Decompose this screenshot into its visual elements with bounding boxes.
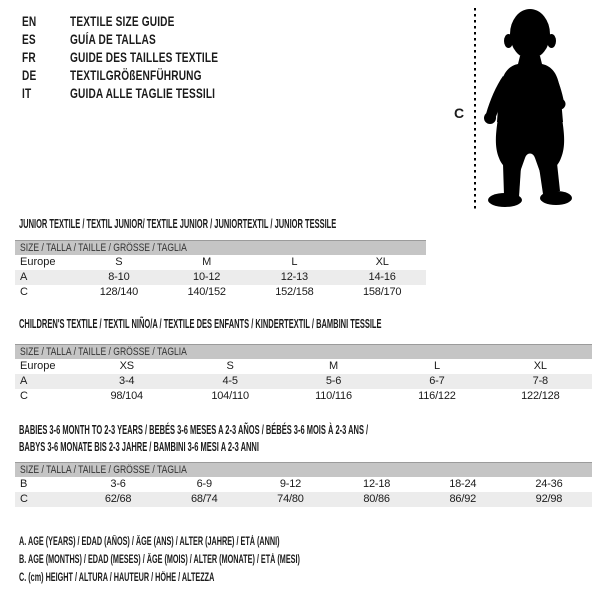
footnote-a: A. AGE (YEARS) / EDAD (AÑOS) / ÂGE (ANS) / ALTER (JAHRE) / ETÀ (ANNI) [19, 536, 280, 548]
language-row [22, 49, 268, 67]
size-header-bar [15, 344, 592, 359]
language-row [22, 67, 268, 85]
size-cell: M [202, 256, 212, 268]
junior-table-title [19, 216, 548, 233]
size-row-c [15, 389, 592, 404]
size-cell: 3-4 [119, 375, 135, 387]
size-cell: 128/140 [99, 286, 139, 298]
language-code: FR [22, 50, 36, 65]
size-cell: 3-6 [110, 478, 126, 490]
size-cell: 140/152 [187, 286, 226, 298]
language-code: DE [22, 68, 37, 83]
size-row-europe [15, 255, 426, 270]
size-cell: 9-12 [279, 478, 302, 490]
size-header-text: SIZE / TALLA / TAILLE / GRÖSSE / TAGLIA [20, 346, 187, 358]
language-label: TEXTILE SIZE GUIDE [70, 14, 175, 29]
size-cell: 24-36 [535, 478, 563, 490]
size-cell: 74/80 [277, 493, 304, 505]
children-size-table [15, 344, 592, 404]
size-header-text: SIZE / TALLA / TAILLE / GRÖSSE / TAGLIA [20, 464, 187, 476]
row-label: Europe [20, 256, 56, 268]
size-cell: 122/128 [521, 390, 560, 402]
size-cell: 8-10 [108, 271, 130, 283]
size-cell: 158/170 [362, 286, 402, 298]
size-cell: 86/92 [449, 493, 477, 505]
baby-silhouette-icon [484, 9, 572, 207]
size-row-europe [15, 359, 592, 374]
row-label: C [20, 286, 28, 298]
junior-table-title-text: JUNIOR TEXTILE / TEXTIL JUNIOR/ TEXTILE JUNIOR / JUNIORTEXTIL / JUNIOR TESSILE [19, 217, 337, 231]
size-cell: S [115, 256, 123, 268]
size-cell: 7-8 [532, 375, 548, 387]
size-cell: 10-12 [193, 271, 221, 283]
babies-table-title-line2: BABYS 3-6 MONATE BIS 2-3 JAHRE / BAMBINI 3-6 MESI A 2-3 ANNI [19, 440, 259, 454]
size-cell: 6-9 [196, 478, 212, 490]
children-table-title-text: CHILDREN'S TEXTILE / TEXTIL NIÑO/A / TEXTILE DES ENFANTS / KINDERTEXTIL / BAMBINI TESSILE [19, 317, 382, 331]
size-cell: XL [533, 360, 547, 372]
height-measure-label: C [454, 105, 465, 121]
babies-table-title [19, 422, 600, 456]
row-label: B [20, 478, 28, 490]
footnote-c: C. (cm) HEIGHT / ALTURA / HAUTEUR / HÖHE / ALTEZZA [19, 572, 215, 584]
row-label: C [20, 493, 28, 505]
size-cell: 4-5 [222, 375, 238, 387]
size-cell: L [291, 256, 298, 268]
size-cell: XL [375, 256, 389, 268]
junior-size-table [15, 240, 426, 300]
size-row-c [15, 492, 592, 507]
size-cell: 6-7 [429, 375, 445, 387]
language-row [22, 13, 268, 31]
footnotes [19, 533, 465, 587]
size-cell: 110/116 [315, 390, 352, 402]
size-cell: 98/104 [110, 390, 143, 402]
size-cell: 116/122 [418, 390, 456, 402]
language-label: GUIDA ALLE TAGLIE TESSILI [70, 86, 216, 101]
size-header-bar [15, 240, 426, 255]
size-cell: 12-18 [363, 478, 391, 490]
size-cell: 80/86 [363, 493, 390, 505]
size-cell: 12-13 [280, 271, 308, 283]
size-cell: 92/98 [535, 493, 563, 505]
size-row-a [15, 270, 426, 285]
language-list [22, 13, 268, 103]
size-cell: 18-24 [449, 478, 477, 490]
language-code: ES [22, 32, 36, 47]
language-label: GUIDE DES TAILLES TEXTILE [70, 50, 219, 65]
children-table-title [19, 316, 600, 333]
language-row [22, 31, 268, 49]
size-header-bar [15, 462, 592, 477]
babies-size-table [15, 462, 592, 507]
size-cell: S [226, 360, 234, 372]
row-label: A [20, 375, 28, 387]
size-cell: 5-6 [325, 375, 342, 387]
row-label: C [20, 390, 28, 402]
language-label: GUÍA DE TALLAS [70, 32, 156, 47]
size-cell: M [329, 360, 338, 372]
size-cell: 62/68 [104, 493, 132, 505]
size-cell: 14-16 [368, 271, 396, 283]
row-label: A [20, 271, 28, 283]
size-cell: L [433, 360, 440, 372]
size-row-b [15, 477, 592, 492]
footnote-b: B. AGE (MONTHS) / EDAD (MESES) / ÂGE (MOIS) / ALTER (MONATE) / ETÀ (MESI) [19, 554, 300, 566]
size-row-c [15, 285, 426, 300]
baby-figure-area [440, 0, 600, 220]
babies-table-title-line1: BABIES 3-6 MONTH TO 2-3 YEARS / BEBÉS 3-6 MESES A 2-3 AÑOS / BÉBÉS 3-6 MOIS À 2-3 ANS / [19, 423, 369, 437]
size-cell: 152/158 [275, 286, 314, 298]
language-label: TEXTILGRÖßENFÜHRUNG [70, 68, 202, 83]
row-label: Europe [20, 360, 56, 372]
size-cell: 68/74 [190, 493, 218, 505]
language-code: IT [22, 86, 32, 101]
language-code: EN [22, 14, 37, 29]
size-header-text: SIZE / TALLA / TAILLE / GRÖSSE / TAGLIA [20, 242, 187, 254]
size-cell: XS [119, 360, 134, 372]
language-row [22, 85, 268, 103]
size-cell: 104/110 [211, 390, 249, 402]
size-row-a [15, 374, 592, 389]
